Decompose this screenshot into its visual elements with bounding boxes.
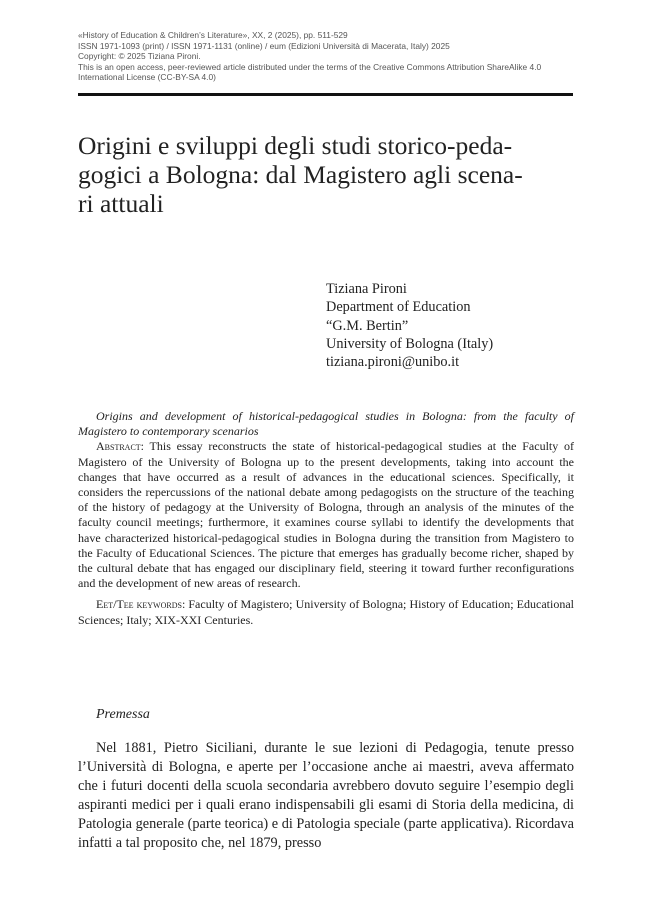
- keywords-text: Faculty of Magistero; University of Bologna; History of Education; Educational Sciences; Italy; XIX-XXI Centuries.: [78, 597, 574, 627]
- body-paragraph: Nel 1881, Pietro Siciliani, durante le sue lezioni di Pedagogia, tenute presso l’Università di Bologna, e aperte per l’occasione anche ai maestri, aveva affermato che i futuri docenti della scuola secondaria avrebbero dovuto seguire l’esempio degli aspiranti medici per i quali erano indispensabili gli esami di Storia della medicina, di Patologia generale (parte teorica) e di Patologia speciale (parte applicativa). Ricordava infatti a tal proposito che, nel 1879, presso: [78, 740, 574, 852]
- author-name: Tiziana Pironi: [326, 281, 407, 297]
- keywords-paragraph: [78, 597, 574, 627]
- author-department: Department of Education: [326, 299, 471, 316]
- title-line: ri attuali: [78, 189, 164, 218]
- abstract-section: [78, 409, 574, 628]
- header-rule: [78, 93, 573, 96]
- header-line: ISSN 1971-1093 (print) / ISSN 1971-1131 (online) / eum (Edizioni Università di Macerata, Italy) 2025: [78, 40, 450, 51]
- author-university: University of Bologna (Italy): [326, 335, 494, 352]
- header-line: International License (CC-BY-SA 4.0): [78, 72, 216, 83]
- author-email: tiziana.pironi@unibo.it: [326, 354, 460, 371]
- journal-header: [78, 30, 578, 83]
- section-heading: Premessa: [96, 707, 150, 722]
- keywords-label: Eet/Tee keywords:: [96, 597, 186, 612]
- author-block: [326, 280, 576, 371]
- title-line: gogici a Bologna: dal Magistero agli scena-: [78, 160, 523, 189]
- abstract-label: Abstract:: [96, 439, 145, 454]
- abstract-text: This essay reconstructs the state of historical-pedagogical studies at the Faculty of Magistero of the University of Bologna up to the present developments, taking into account the changes that have occurred as a result of advances in the educational sciences. Specifically, it considers the repercussions of the national debate among pedagogists on the structure of the teaching of the history of pedagogy at the University of Bologna, through an analysis of the minutes of the faculty council meetings; furthermore, it examines course syllabi to identify the developments that have characterized historical-pedagogical studies in Bologna during the transition from Magistero to the Faculty of Educational Sciences. The picture that emerges has gradually become richer, shaped by the cultural debate that has engaged our disciplinary field, steering it toward further reconfigurations and the development of new areas of research.: [78, 439, 574, 591]
- title-line: Origini e sviluppi degli studi storico-peda-: [78, 131, 513, 160]
- abstract-paragraph: [78, 439, 574, 591]
- header-line: Copyright: © 2025 Tiziana Pironi.: [78, 51, 201, 62]
- author-department-name: “G.M. Bertin”: [326, 317, 409, 334]
- header-line: This is an open access, peer-reviewed article distributed under the terms of the Creative Commons Attribution ShareAlike 4.0: [78, 61, 542, 72]
- body-text: [78, 739, 574, 854]
- english-title: Origins and development of historical-pedagogical studies in Bologna: from the faculty of Magistero to contemporary scenarios: [78, 409, 574, 439]
- article-title: [78, 131, 578, 218]
- header-line: «History of Education & Children’s Literature», XX, 2 (2025), pp. 511-529: [78, 30, 348, 40]
